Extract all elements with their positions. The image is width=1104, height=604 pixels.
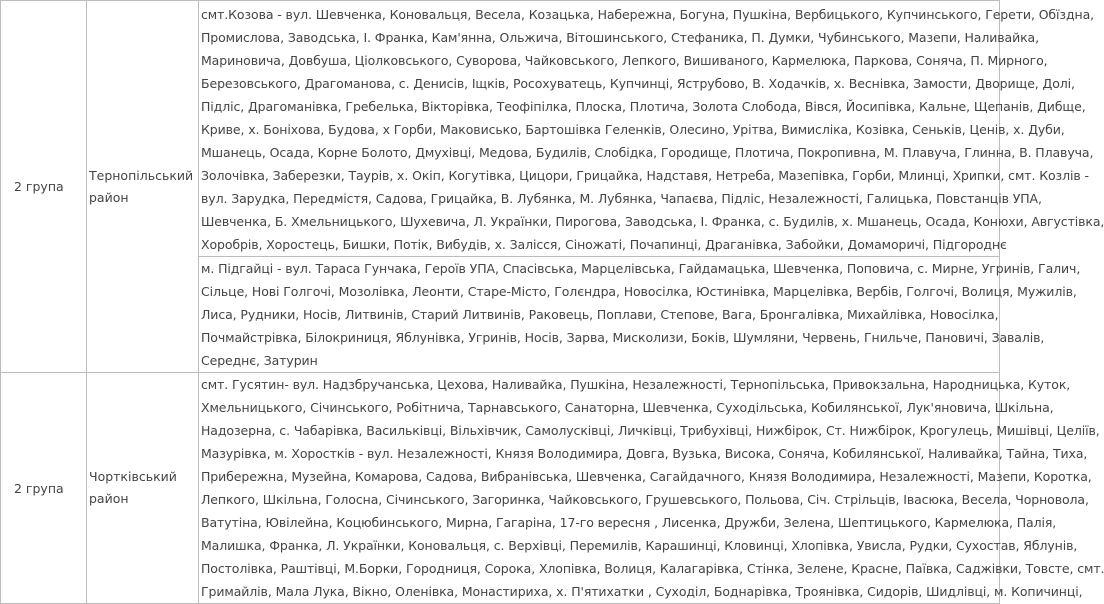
settlements-line: Шевченка, Б. Хмельницького, Шухевича, Л. Українки, Пирогова, Заводська, І. Франка, с. Будилів, х. Мшанець, Осада, Конюхи, Августівка, xyxy=(201,214,1104,229)
district-label: Тернопільський район xyxy=(89,167,194,205)
settlements-line: Постолівка, Раштівці, М.Борки, Городниця, Сорока, Хлопівка, Волиця, Калагарівка, Стінка, Зелене, Красне, Паївка, Саджівки, Товсте, смт. xyxy=(201,561,1104,576)
district-label: Чортківський район xyxy=(89,469,177,506)
settlements-line: Мшанець, Осада, Корне Болото, Дмухівці, Медова, Будилів, Слобідка, Городище, Плотича, Покропивна, М. Плавуча, Глинна, В. Плавуча, xyxy=(201,145,1094,160)
settlements-line: Малишка, Франка, Л. Українки, Коновальця, с. Верхівці, Перемилів, Карашинці, Кловинці, Хлопівка, Увисла, Рудки, Сухостав, Яблунів, xyxy=(201,538,1078,553)
settlements-line: смт.Козова - вул. Шевченка, Коновальця, Весела, Козацька, Набережна, Богуна, Пушкіна, Вербицького, Купчинського, Герети, Обïздна, xyxy=(201,7,1095,22)
settlements-line: смт. Гусятин- вул. Надзбручанська, Цехова, Наливайка, Пушкіна, Незалежності, Тернопільська, Привокзальна, Народницька, Куток, xyxy=(201,377,1071,392)
settlements-line: Хоробрів, Хоростець, Бишки, Потік, Вибудів, х. Залісся, Сіножаті, Почапинці, Драганівка, Забойки, Домаморичі, Підгороднє xyxy=(201,237,1007,252)
settlements-line: Промислова, Заводська, І. Франка, Кам'янна, Ольжича, Вітошинського, Стефаника, П. Думки, Чубинського, Мазепи, Наливайка, xyxy=(201,30,1039,45)
table-row xyxy=(1,1,1000,257)
settlements-line: Гримайлів, Мала Лука, Вікно, Оленівка, Монастириха, х. П'ятихатки , Суходіл, Боднарівка, Троянівка, Сидорів, Шидлівці, м. Копичинці, xyxy=(201,584,1083,599)
settlements-cell xyxy=(199,1,1104,257)
settlements-line: Золочівка, Заберезки, Таурів, х. Окіп, Когутівка, Цицори, Грицайка, Надставя, Нетреба, Мазепівка, Горби, Млинці, Хрипки, смт. Козлів - xyxy=(201,168,1089,183)
settlements-line: Березовського, Драгоманова, с. Денисів, Іщків, Росохуватець, Купчинці, Яструбово, В. Ходачків, х. Веснівка, Замости, Дворище, Долі, xyxy=(201,76,1075,91)
settlements-line: Лиса, Рудники, Носів, Литвинів, Старий Литвинів, Раковець, Поплави, Степове, Вага, Бронгалівка, Михайлівка, Новосілка, xyxy=(201,307,999,322)
settlements-line: Мазурівка, м. Хоростків - вул. Незалежності, Князя Володимира, Довга, Вузька, Висока, Соняча, Кобилянської, Наливайка, Тайна, Тиха, xyxy=(201,446,1088,461)
table-row xyxy=(1,373,1000,604)
settlements-line: вул. Зарудка, Передмістя, Садова, Грицайка, В. Лубянка, М. Лубянка, Чапаєва, Підліс, Незалежності, Галицька, Повстанців УПА, xyxy=(201,191,1042,206)
district-cell xyxy=(87,1,199,373)
district-cell xyxy=(87,373,199,604)
settlements-line: Середнє, Затурин xyxy=(201,353,318,368)
settlements-line: Криве, х. Боніхова, Будова, х Горби, Маковисько, Бартошівка Геленків, Олесино, Урітва, Вимисліка, Козівка, Сеньків, Ценів, х. Дуби, xyxy=(201,122,1065,137)
settlements-line: Сільце, Нові Голгочі, Мозолівка, Леонти, Старе-Місто, Голєндра, Новосілка, Юстинівка, Марцелівка, Вербів, Голгочі, Волиця, Мужилів, xyxy=(201,284,1077,299)
group-cell xyxy=(1,373,87,604)
settlements-line: Почмайстрівка, Білокриниця, Яблунівка, Угринів, Носів, Зарва, Мисколизи, Боків, Шумляни, Червень, Гнильче, Пановичі, Завалів, xyxy=(201,330,1045,345)
settlements-line: Підліс, Драгоманівка, Гребелька, Вікторівка, Теофіпілка, Плоска, Плотича, Золота Слобода, Вівся, Йосипівка, Кальне, Щепанів, Дибще, xyxy=(201,99,1086,114)
settlements-line: Прибережна, Музейна, Комарова, Садова, Вибранівська, Шевченка, Сагайдачного, Князя Володимира, Незалежності, Мазепи, Коротка, xyxy=(201,469,1092,484)
group-cell xyxy=(1,1,87,373)
settlements-cell xyxy=(199,373,1104,604)
settlements-line: Ватутіна, Ювілейна, Коцюбинського, Мирна, Гагаріна, 17-го вересня , Лисенка, Дружби, Зелена, Шептицького, Кармелюка, Палія, xyxy=(201,515,1057,530)
settlements-line: Лепкого, Шкільна, Голосна, Січинського, Загоринка, Чайковського, Грушевського, Польова, Січ. Стрільців, Івасюка, Весела, Чорновола, xyxy=(201,492,1089,507)
settlements-line: Мариновича, Довбуша, Ціолковського, Суворова, Чайковського, Лепкого, Вишиваного, Кармелюка, Паркова, Соняча, П. Мирного, xyxy=(201,53,1048,68)
group-label: 2 група xyxy=(14,179,64,194)
group-label: 2 група xyxy=(14,480,64,496)
settlements-line: Хмельницького, Січинського, Робітнича, Тарнавського, Санаторна, Шевченка, Суходільська, Кобилянської, Лук'яновича, Шкільна, xyxy=(201,400,1054,415)
settlements-line: м. Підгайці - вул. Тараса Гунчака, Героїв УПА, Спасівська, Марцелівська, Гайдамацька, Шевченка, Поповича, с. Мирне, Угринів, Галич, xyxy=(201,261,1081,276)
settlements-line: Надозерна, с. Чабарівка, Васильківці, Вільхівчик, Самолусківці, Личківці, Трибухівці, Нижбірок, Ст. Нижбірок, Крогулець, Мишівці, Целіїв, xyxy=(201,423,1100,438)
settlements-cell xyxy=(199,257,1081,373)
